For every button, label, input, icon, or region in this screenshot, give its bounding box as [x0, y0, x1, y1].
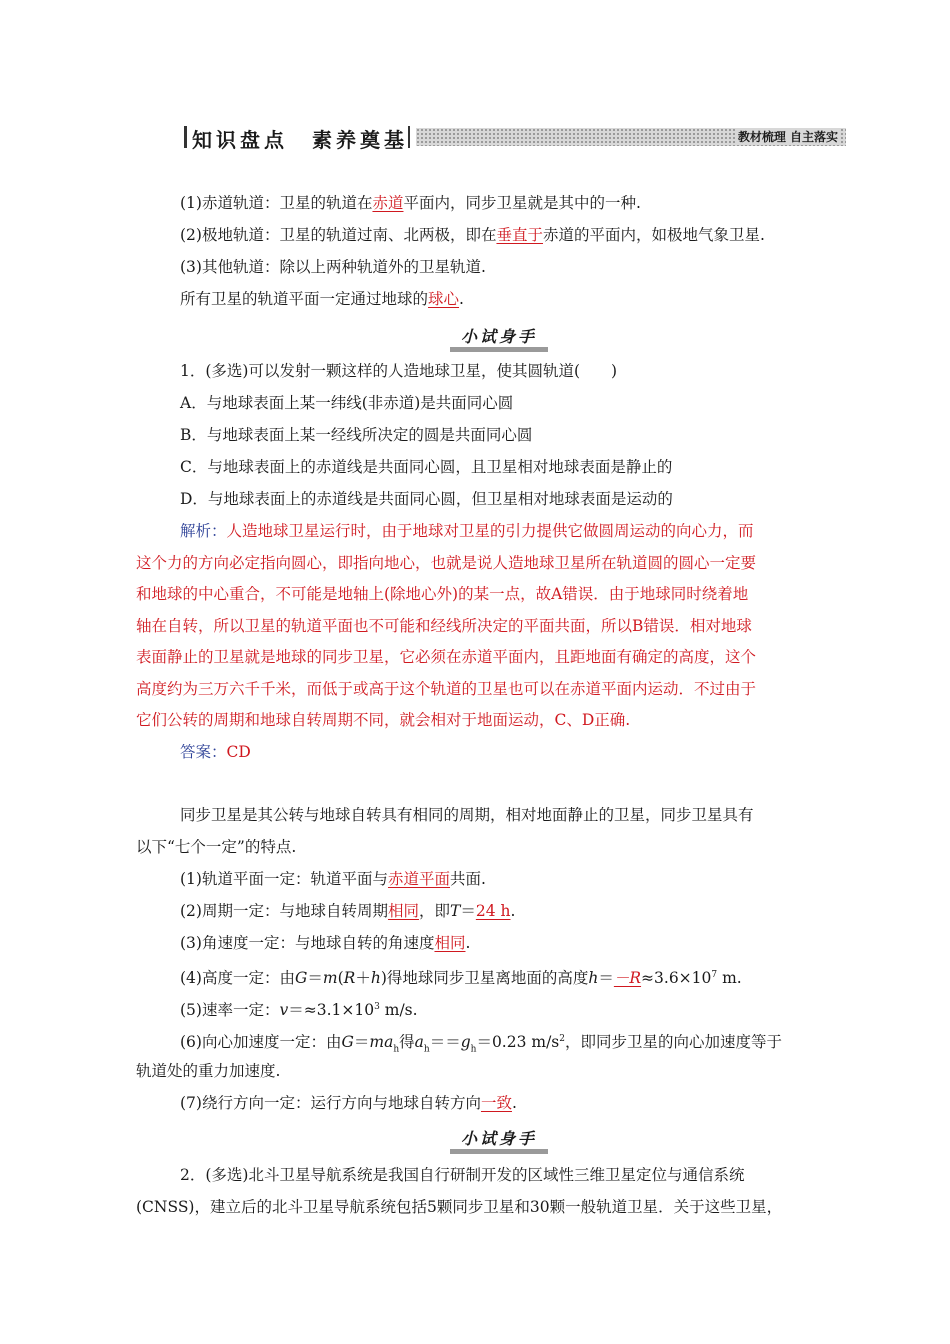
- text: (2)周期一定：与地球自转周期: [180, 902, 388, 920]
- section-heading: [450, 1126, 548, 1152]
- banner-divider: [408, 126, 410, 148]
- text: 平面内，同步卫星就是其中的一种.: [403, 194, 641, 212]
- text: (3)角速度一定：与地球自转的角速度: [180, 934, 435, 952]
- text: ＝≈3.1×10: [288, 1001, 375, 1020]
- text: (5)速率一定：: [180, 1001, 280, 1020]
- question-1-option-a: A．与地球表面上某一纬线(非赤道)是共面同心圆: [180, 394, 514, 412]
- subscript: h: [393, 1044, 400, 1055]
- exponent: 3: [374, 1002, 380, 1012]
- sync-intro-1: 同步卫星是其公转与地球自转具有相同的周期，相对地面静止的卫星，同步卫星具有: [180, 806, 754, 824]
- analysis-line-3: 和地球的中心重合，不可能是地轴上(除地心外)的某一点，故A错误．由于地球同时绕着地: [136, 585, 749, 603]
- answer-value: CD: [226, 743, 251, 761]
- text: .: [510, 902, 516, 920]
- question-1-option-c: C．与地球表面上的赤道线是共面同心圆，且卫星相对地球表面是静止的: [180, 458, 673, 476]
- sync-point-3: [180, 932, 470, 954]
- text: .: [465, 934, 471, 952]
- text: ＝: [353, 1033, 370, 1052]
- fill-blank: 赤道平面: [387, 870, 450, 888]
- fill-blank: －R: [613, 969, 642, 988]
- sync-point-2: [180, 900, 515, 922]
- banner-left-bar: [184, 126, 187, 148]
- analysis-text: 人造地球卫星运行时，由于地球对卫星的引力提供它做圆周运动的向心力，而: [226, 522, 754, 540]
- question-2-line-1: 2．(多选)北斗卫星导航系统是我国自行研制开发的区域性三维卫星定位与通信系统: [180, 1166, 745, 1184]
- fill-blank: 一致: [480, 1094, 512, 1112]
- symbol: G: [294, 969, 308, 988]
- text: 得: [399, 1033, 415, 1052]
- symbol: ma: [369, 1033, 394, 1052]
- banner-title: 知识盘点 素养奠基: [192, 128, 408, 152]
- text: ＝: [598, 969, 614, 988]
- symbol: h: [588, 969, 599, 988]
- symbol: h: [370, 969, 381, 988]
- question-2-line-2: (CNSS)，建立后的北斗卫星导航系统包括5颗同步卫星和30颗一般轨道卫星．关于这些卫星，: [136, 1198, 783, 1216]
- symbol: R: [343, 969, 356, 988]
- section-heading-rule: [450, 1149, 548, 1154]
- text: (1)赤道轨道：卫星的轨道在: [180, 194, 373, 212]
- sync-intro-2: 以下“七个一定”的特点.: [136, 838, 297, 856]
- section-heading-text: 小试身手: [460, 1129, 537, 1148]
- subscript: h: [470, 1044, 477, 1055]
- analysis-line-6: 高度约为三万六千千米，而低于或高于这个轨道的卫星也可以在赤道平面内运动．不过由于: [136, 680, 757, 698]
- text: ＝＝: [429, 1033, 461, 1052]
- orbit-item-2: [180, 224, 765, 246]
- analysis-line-1: [180, 520, 754, 542]
- exponent: 7: [711, 970, 718, 980]
- text: (6)向心加速度一定：由: [180, 1033, 342, 1052]
- text: ，即: [418, 902, 450, 920]
- orbit-summary: [180, 288, 464, 310]
- fill-blank: 相同: [387, 902, 419, 920]
- text: 所有卫星的轨道平面一定通过地球的: [180, 290, 429, 308]
- symbol: m: [322, 969, 338, 988]
- symbol: G: [341, 1033, 354, 1052]
- analysis-line-5: 表面静止的卫星就是地球的同步卫星，它必须在赤道平面内，且距地面有确定的高度，这个: [136, 648, 757, 666]
- text: 共面.: [449, 870, 486, 888]
- fill-blank: 赤道: [372, 194, 404, 212]
- answer-label: 答案：: [180, 743, 227, 761]
- section-heading-rule: [450, 347, 548, 352]
- banner-subtitle: 教材梳理 自主落实: [737, 130, 838, 144]
- sync-point-4: [180, 964, 742, 989]
- exponent: 2: [559, 1034, 565, 1044]
- analysis-line-7: 它们公转的周期和地球自转周期不同，就会相对于地面运动，C、D正确.: [136, 711, 631, 729]
- text: ＝: [460, 902, 476, 920]
- text: ＝: [307, 969, 323, 988]
- text: (1)轨道平面一定：轨道平面与: [180, 870, 388, 888]
- question-1-option-b: B．与地球表面上某一经线所决定的圆是共面同心圆: [180, 426, 533, 444]
- text: (4)高度一定：由: [180, 969, 295, 988]
- section-heading-text: 小试身手: [460, 327, 537, 346]
- analysis-line-2: 这个力的方向必定指向圆心，即指向地心，也就是说人造地球卫星所在轨道圆的圆心一定要: [136, 554, 757, 572]
- text: ≈3.6×10: [641, 969, 712, 988]
- text: ，即同步卫星的向心加速度等于: [565, 1033, 783, 1052]
- subscript: h: [423, 1044, 430, 1055]
- text: .: [511, 1094, 517, 1112]
- answer-line: [180, 741, 251, 763]
- symbol: v: [279, 1001, 289, 1020]
- symbol: T: [450, 902, 461, 920]
- sync-point-6-cont: 轨道处的重力加速度.: [136, 1062, 281, 1080]
- text: ＝0.23 m/s: [476, 1033, 560, 1052]
- text: m.: [717, 969, 742, 988]
- text: (2)极地轨道：卫星的轨道过南、北两极，即在: [180, 226, 497, 244]
- fill-blank: 24 h: [475, 902, 511, 920]
- orbit-item-3: (3)其他轨道：除以上两种轨道外的卫星轨道.: [180, 258, 486, 276]
- symbol: a: [414, 1033, 424, 1052]
- fill-blank: 相同: [434, 934, 466, 952]
- section-heading: [450, 324, 548, 350]
- question-1-option-d: D．与地球表面上的赤道线是共面同心圆，但卫星相对地球表面是运动的: [180, 490, 673, 508]
- orbit-item-1: [180, 192, 641, 214]
- analysis-line-4: 轴在自转，所以卫星的轨道平面也不可能和经线所决定的平面共面，所以B错误．相对地球: [136, 617, 752, 635]
- text: m/s.: [379, 1001, 418, 1020]
- sync-point-6: [180, 1028, 782, 1060]
- text: (7)绕行方向一定：运行方向与地球自转方向: [180, 1094, 481, 1112]
- text: )得地球同步卫星离地面的高度: [380, 969, 589, 988]
- question-1-stem: 1．(多选)可以发射一颗这样的人造地球卫星，使其圆轨道( ): [180, 362, 618, 380]
- sync-point-7: [180, 1092, 517, 1114]
- analysis-label: 解析：: [180, 522, 227, 540]
- text: (: [337, 969, 344, 988]
- text: .: [459, 290, 464, 308]
- text: 赤道的平面内，如极地气象卫星.: [542, 226, 765, 244]
- section-banner: [184, 124, 846, 150]
- sync-point-1: [180, 868, 486, 890]
- symbol: g: [460, 1033, 471, 1052]
- fill-blank: 球心: [428, 290, 460, 308]
- text: ＋: [355, 969, 371, 988]
- sync-point-5: [180, 996, 418, 1021]
- fill-blank: 垂直于: [496, 226, 543, 244]
